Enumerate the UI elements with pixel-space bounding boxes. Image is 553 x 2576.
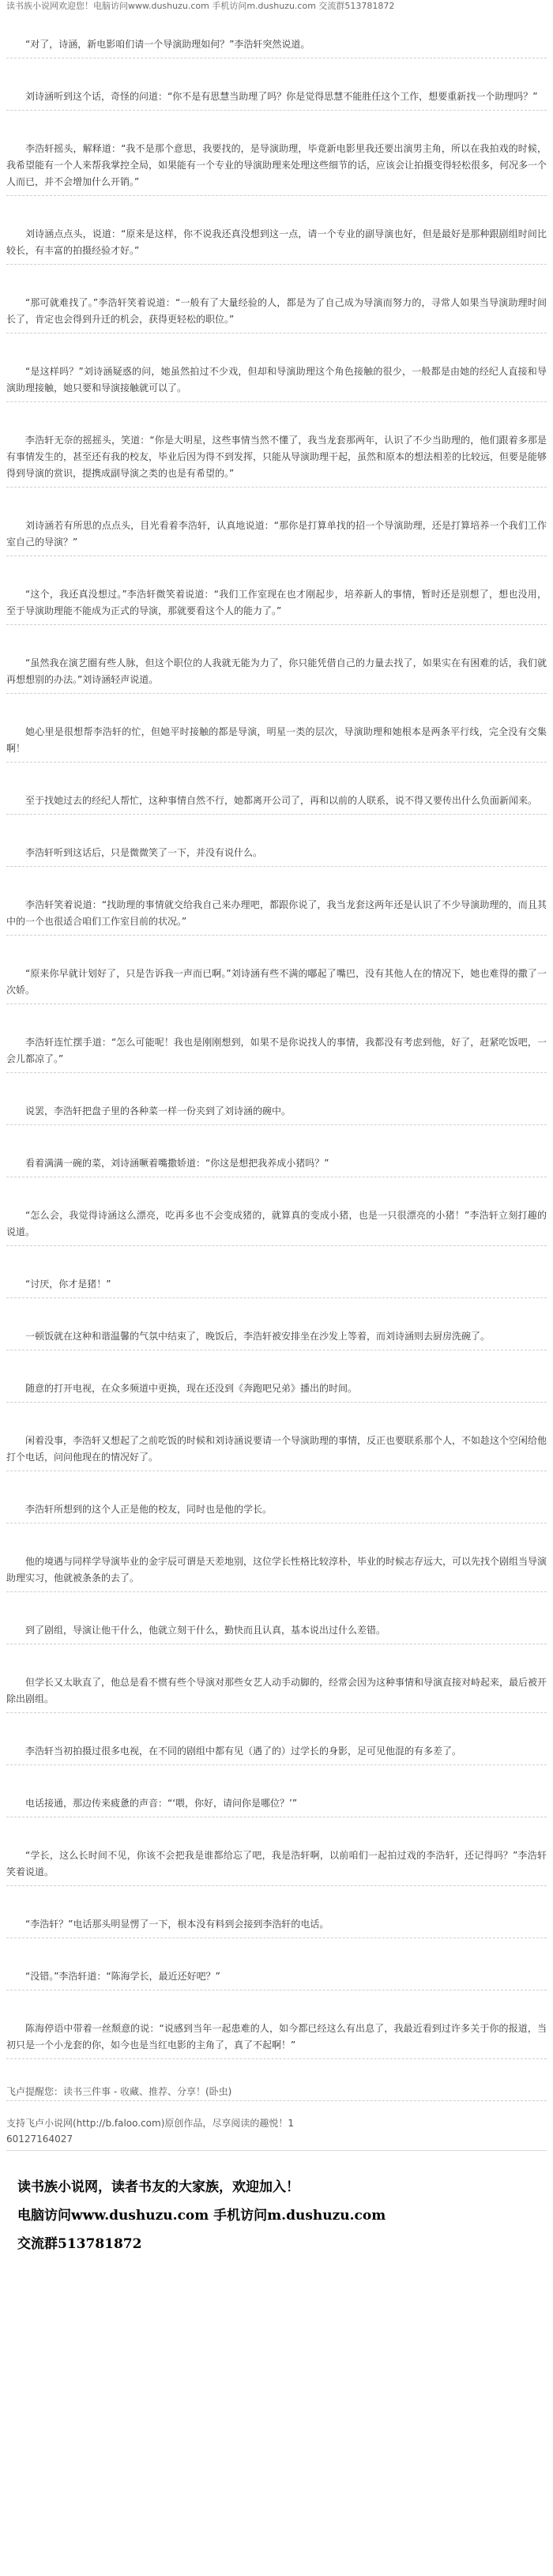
paragraph: “这个，我还真没想过。”李浩轩微笑着说道：“我们工作室现在也才刚起步，培养新人的事情，暂时还是别想了，想也没用，至于导演助理能不能成为正式的导演，那就要看这个人的能力了。” xyxy=(6,586,547,625)
paragraph: 李浩轩所想到的这个人正是他的校友，同时也是他的学长。 xyxy=(6,1501,547,1523)
reading-tip: 飞卢提醒您：读书三件事 - 收藏、推荐、分享！(卧虫) xyxy=(6,2083,547,2101)
paragraph: 到了剧组，导演让他干什么，他就立刻干什么，勤快而且认真，基本说出过什么差错。 xyxy=(6,1622,547,1644)
paragraph: “那可就难找了。”李浩轩笑着说道：“一般有了大量经验的人，都是为了自己成为导演而努力的，寻常人如果当导演助理时间长了，肯定也会得到升迁的机会，获得更轻松的职位。” xyxy=(6,295,547,333)
paragraph: 说罢，李浩轩把盘子里的各种菜一样一份夹到了刘诗涵的碗中。 xyxy=(6,1103,547,1125)
paragraph: “对了，诗涵，新电影咱们请一个导演助理如何？”李浩轩突然说道。 xyxy=(6,36,547,58)
paragraph: “没错。”李浩轩道：“陈海学长，最近还好吧？” xyxy=(6,1968,547,1990)
paragraph: 但学长又太耿直了，他总是看不惯有些个导演对那些女艺人动手动脚的，经常会因为这种事情和导演直接对峙起来，最后被开除出剧组。 xyxy=(6,1674,547,1713)
paragraph: 一顿饭就在这种和谐温馨的气氛中结束了，晚饭后，李浩轩被安排坐在沙发上等着，而刘诗涵则去厨房洗碗了。 xyxy=(6,1328,547,1350)
paragraph: 李浩轩摇头，解释道：“我不是那个意思，我要找的，是导演助理，毕竟新电影里我还要出演男主角，所以在我拍戏的时候，我希望能有一个人来帮我掌控全局，如果能有一个专业的导演助理来处理这些细节的话，应该会让拍摄变得轻松很多，何况多一个人而已，并不会增加什么开销。” xyxy=(6,141,547,196)
paragraph: 陈海停语中带着一丝颓意的说：“说感到当年一起患难的人，如今都已经这么有出息了，我最近看到过许多关于你的报道，当初只是一个小龙套的你，如今也是当红电影的主角了，真了不起啊！” xyxy=(6,2021,547,2059)
paragraph: 他的境遇与同样学导演毕业的金宇辰可谓是天差地别，这位学长性格比较淳朴，毕业的时候志存远大，可以先找个剧组当导演助理实习，他就被条条的去了。 xyxy=(6,1554,547,1592)
promo-line-urls: 电脑访问www.dushuzu.com 手机访问m.dushuzu.com xyxy=(17,2208,386,2224)
support-note: 支持飞卢小说网(http://b.faloo.com)原创作品，尽享阅读的趣悦！1 xyxy=(6,2118,295,2129)
site-header-note: 读书族小说网欢迎您！电脑访问www.dushuzu.com 手机访问m.dushuzu.com 交流群513781872 xyxy=(6,1,395,11)
paragraph: 刘诗涵听到这个话，奇怪的问道：“你不是有思慧当助理了吗？你是觉得思慧不能胜任这个工作，想要重新找一个助理吗？” xyxy=(6,89,547,111)
promo-block xyxy=(6,2173,547,2258)
paragraph: “是这样吗？”刘诗涵疑惑的问，她虽然拍过不少戏，但却和导演助理这个角色接触的很少，一般都是由她的经纪人直接和导演助理接触，她只要和导演接触就可以了。 xyxy=(6,363,547,402)
paragraph: “学长，这么长时间不见，你该不会把我是谁都给忘了吧，我是浩轩啊，以前咱们一起拍过戏的李浩轩，还记得吗？”李浩轩笑着说道。 xyxy=(6,1847,547,1886)
paragraph: 闲着没事，李浩轩又想起了之前吃饭的时候和刘诗涵说要请一个导演助理的事情，反正也要联系那个人，不如趁这个空闲给他打个电话，问问他现在的情况好了。 xyxy=(6,1433,547,1471)
paragraph: 电话接通，那边传来疲惫的声音：“‘喂，你好，请问你是哪位？’” xyxy=(6,1795,547,1817)
paragraph: 随意的打开电视，在众多频道中更换，现在还没到《奔跑吧兄弟》播出的时间。 xyxy=(6,1380,547,1403)
paragraph: 李浩轩当初拍摄过很多电视，在不同的剧组中都有见（遇了的）过学长的身影，足可见他混的有多差了。 xyxy=(6,1743,547,1765)
promo-line-group: 交流群513781872 xyxy=(17,2236,142,2252)
paragraph: “李浩轩？”电话那头明显愣了一下，根本没有料到会接到李浩轩的电话。 xyxy=(6,1916,547,1938)
paragraph: 李浩轩听到这话后，只是微微笑了一下，并没有说什么。 xyxy=(6,845,547,867)
promo-line-welcome: 读书族小说网，读者书友的大家族，欢迎加入！ xyxy=(17,2179,299,2195)
paragraph: 至于找她过去的经纪人帮忙，这种事情自然不行，她都离开公司了，再和以前的人联系，说不得又要传出什么负面新闻来。 xyxy=(6,793,547,815)
paragraph: “虽然我在演艺圈有些人脉，但这个职位的人我就无能为力了，你只能凭借自己的力量去找了，如果实在有困难的话，我们就再想想别的办法。”刘诗涵轻声说道。 xyxy=(6,655,547,694)
paragraph: 李浩轩无奈的摇摇头，笑道：“你是大明星，这些事情当然不懂了，我当龙套那两年，认识了不少当助理的，他们跟着多那是有事情发生的，甚至还有我的校友，毕业后因为得不到发挥，只能从导演助理干起，虽然和原本的想法相差的比较远，但要是能够得到导演的赏识，提携成副导演之类的也是有希望的。” xyxy=(6,432,547,488)
paragraph: 李浩轩笑着说道：“找助理的事情就交给我自己来办理吧，都跟你说了，我当龙套这两年还是认识了不少导演助理的，而且其中的一个也很适合咱们工作室目前的状况。” xyxy=(6,897,547,936)
paragraph: 她心里是很想帮李浩轩的忙，但她平时接触的都是导演，明星一类的层次，导演助理和她根本是两条平行线，完全没有交集啊！ xyxy=(6,724,547,763)
paragraph: 刘诗涵若有所思的点点头，目光看着李浩轩，认真地说道：“那你是打算单找的招一个导演助理，还是打算培养一个我们工作室自己的导演？” xyxy=(6,518,547,556)
paragraph: “怎么会，我觉得诗涵这么漂亮，吃再多也不会变成猪的，就算真的变成小猪，也是一只很漂亮的小猪！”李浩轩立刻打趣的说道。 xyxy=(6,1207,547,1246)
paragraph: “讨厌，你才是猪！” xyxy=(6,1276,547,1298)
book-id: 60127164027 xyxy=(6,2131,547,2151)
paragraph: “原来你早就计划好了，只是告诉我一声而已啊。”刘诗涵有些不满的嘟起了嘴巴，没有其他人在的情况下，她也难得的撒了一次娇。 xyxy=(6,966,547,1004)
paragraph: 李浩轩连忙摆手道：“怎么可能呢！我也是刚刚想到，如果不是你说找人的事情，我都没有考虑到他，好了，赶紧吃饭吧，一会儿都凉了。” xyxy=(6,1034,547,1073)
paragraph: 看着满满一碗的菜，刘诗涵噘着嘴撒娇道：“你这是想把我养成小猪吗？” xyxy=(6,1155,547,1177)
paragraph: 刘诗涵点点头，说道：“原来是这样，你不说我还真没想到这一点，请一个专业的副导演也好，但是最好是那种跟剧组时间比较长，有丰富的拍摄经验才好。” xyxy=(6,226,547,265)
chapter-body xyxy=(6,27,547,2080)
